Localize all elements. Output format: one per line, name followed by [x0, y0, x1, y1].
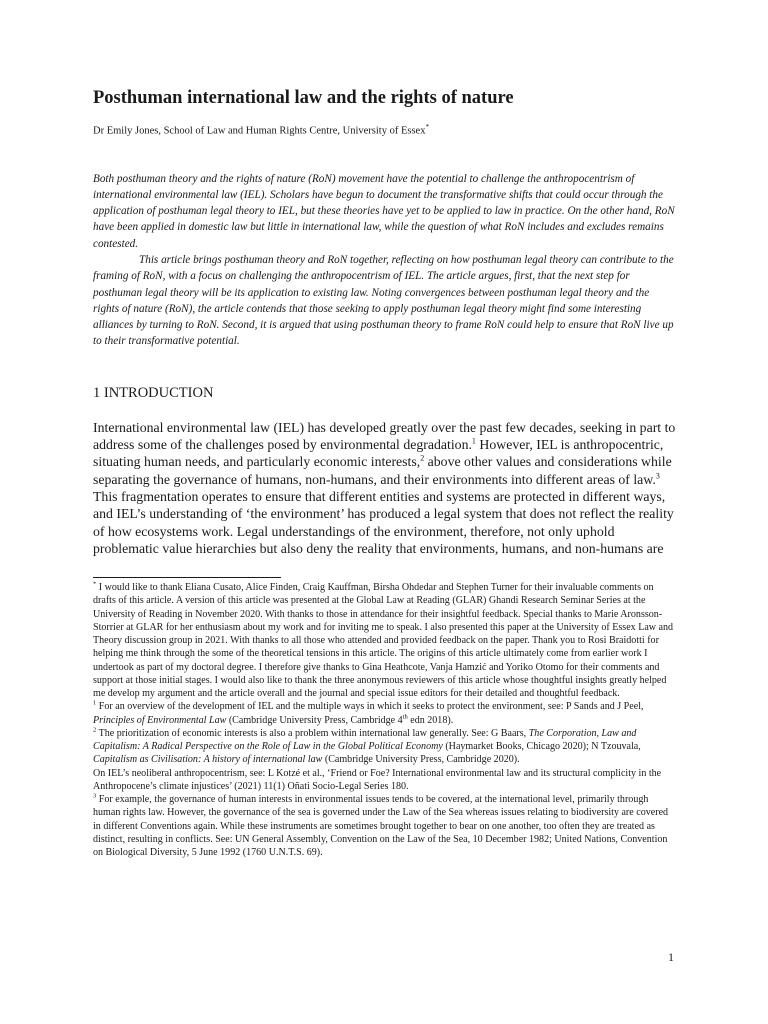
author-text: Dr Emily Jones, School of Law and Human Rights Centre, University of Essex	[93, 125, 426, 137]
footnote-ref-1[interactable]: 1	[471, 436, 476, 446]
author-footnote-marker: *	[425, 123, 429, 131]
footnote-1-title: Principles of Environmental Law	[93, 714, 227, 726]
body-text-1: International environmental law (IEL) has developed greatly over the past few decades, seeking in part to address some of the challenges posed by environmental degradation.	[93, 419, 676, 453]
footnote-2-text-a: The prioritization of economic interests is also a problem within international law generally. See: G Baars,	[96, 727, 529, 739]
body-text-4: This fragmentation operates to ensure that different entities and systems are protected in different ways, and IEL’s understanding of ‘the environment’ has produced a legal system that does not reflect the reality of how ecosystems work. Legal understandings of the environment, therefore, not only uphold problematic value hierarchies but also deny the reality that environments, humans, and non-humans are	[93, 488, 674, 556]
footnote-3-text: For example, the governance of human interests in environmental issues tends to be covered, at the international level, primarily through human rights law. However, the governance of the sea is governed under the Law of the Sea whereas issues relating to biodiversity are covered in different Conventions again. While these instruments are sometimes brought together to bear on one another, too often they are treated as distinct, resulting in conflicts. See: UN General Assembly, Convention on the Law of the Sea, 10 December 1982; United Nations, Convention on Biological Diversity, 5 June 1992 (1760 U.N.T.S. 69).	[93, 794, 669, 859]
footnote-ref-3[interactable]: 3	[655, 471, 660, 481]
footnote-star	[93, 581, 677, 700]
footnote-2-title-2: Capitalism as Civilisation: A history of international law	[93, 754, 323, 766]
footnote-1	[93, 700, 677, 727]
abstract	[93, 171, 677, 350]
footnote-star-marker: *	[93, 580, 97, 588]
footnote-2-continuation: On IEL’s neoliberal anthropocentrism, see: L Kotzé et al., ‘Friend or Foe? International environmental law and its structural complicity in the Anthropocene’s climate injustices’ (2021) 11(1) Oñati Socio-Legal Series 180.	[93, 767, 662, 792]
body-text-3: above other values and considerations while separating the governance of humans, non-humans, and their environments into different areas of law.	[93, 454, 672, 487]
footnote-2-title-1: The Corporation, Law and Capitalism: A Radical Perspective on the Role of Law in the Global Political Economy	[93, 727, 637, 753]
paper-page	[93, 86, 677, 859]
paper-title: Posthuman international law and the rights of nature	[93, 88, 514, 108]
footnote-3-marker: 3	[93, 792, 97, 800]
footnote-1-ordinal: th	[402, 713, 408, 721]
author-line	[93, 120, 677, 139]
footnote-2-text-b: (Haymarket Books, Chicago 2020); N Tzouvala,	[442, 741, 641, 753]
page-number: 1	[668, 950, 674, 964]
footnote-1-text-a: For an overview of the development of IEL and the multiple ways in which it seeks to protect the environment, see: P Sands and J Peel,	[96, 701, 644, 713]
footnote-1-text-b: (Cambridge University Press, Cambridge 4	[226, 714, 403, 726]
footnote-1-text-c: edn 2018).	[407, 714, 454, 726]
footnote-3	[93, 793, 677, 859]
abstract-paragraph-2: This article brings posthuman theory and RoN together, reflecting on how posthuman legal theory can contribute to the framing of RoN, with a focus on challenging the anthropocentrism of IEL. The article argues, first, that the next step for posthuman legal theory will be its application to existing law. Noting convergences between posthuman legal theory and the rights of nature (RoN), the article contends that those seeking to apply posthuman legal theory might find some interesting alliances by turning to RoN. Second, it is argued that using posthuman theory to frame RoN could help to ensure that RoN live up to their transformative potential.	[93, 253, 674, 348]
footnotes	[93, 581, 677, 859]
footnote-star-text: I would like to thank Eliana Cusato, Alice Finden, Craig Kauffman, Birsha Ohdedar and Stephen Turner for their invaluable comments on drafts of this article. A version of this article was presented at the Global Law at Reading (GLAR) Ghandi Research Seminar Series at the University of Reading in November 2020. With thanks to those in attendance for their insightful feedback. Special thanks to Marie Aronsson-Storrier at GLAR for her enthusiasm about my work and for inviting me to speak. I also presented this paper at the University of Essex Law and Theory discussion group in 2021. With thanks to all those who attended and provided feedback on the paper. Thank you to Rosi Braidotti for helping me think through the some of the theoretical tensions in this article. The origins of this article ultimately come from earlier work I undertook as part of my doctoral degree. I therefore give thanks to Gina Heathcote, Vanja Hamzić and Yoriko Otomo for their comments and support at those initial stages. I would also like to thank the three anonymous reviewers of this article whose thoughtful insights greatly helped me develop my argument and the article overall and the journal and special issue editors for their detailed and thoughtful feedback.	[93, 582, 674, 700]
footnote-separator	[93, 577, 281, 578]
body-text-2: However, IEL is anthropocentric, situating human needs, and particularly economic interests,	[93, 437, 664, 470]
abstract-paragraph-1: Both posthuman theory and the rights of nature (RoN) movement have the potential to challenge the anthropocentrism of international environmental law (IEL). Scholars have begun to document the transformative shifts that could occur through the application of posthuman legal theory to IEL, but these theories have yet to be applied to law in practice. On the other hand, RoN have been applied in domestic law but little in international law, while the question of what RoN includes and excludes remains contested.	[93, 172, 675, 250]
footnote-2-marker: 2	[93, 726, 97, 734]
footnote-2	[93, 727, 677, 767]
footnote-2-text-c: (Cambridge University Press, Cambridge 2020).	[322, 754, 520, 766]
introduction-paragraph	[93, 419, 677, 557]
footnote-1-marker: 1	[93, 700, 97, 708]
footnote-ref-2[interactable]: 2	[420, 453, 425, 463]
section-heading: 1 INTRODUCTION	[93, 384, 214, 401]
